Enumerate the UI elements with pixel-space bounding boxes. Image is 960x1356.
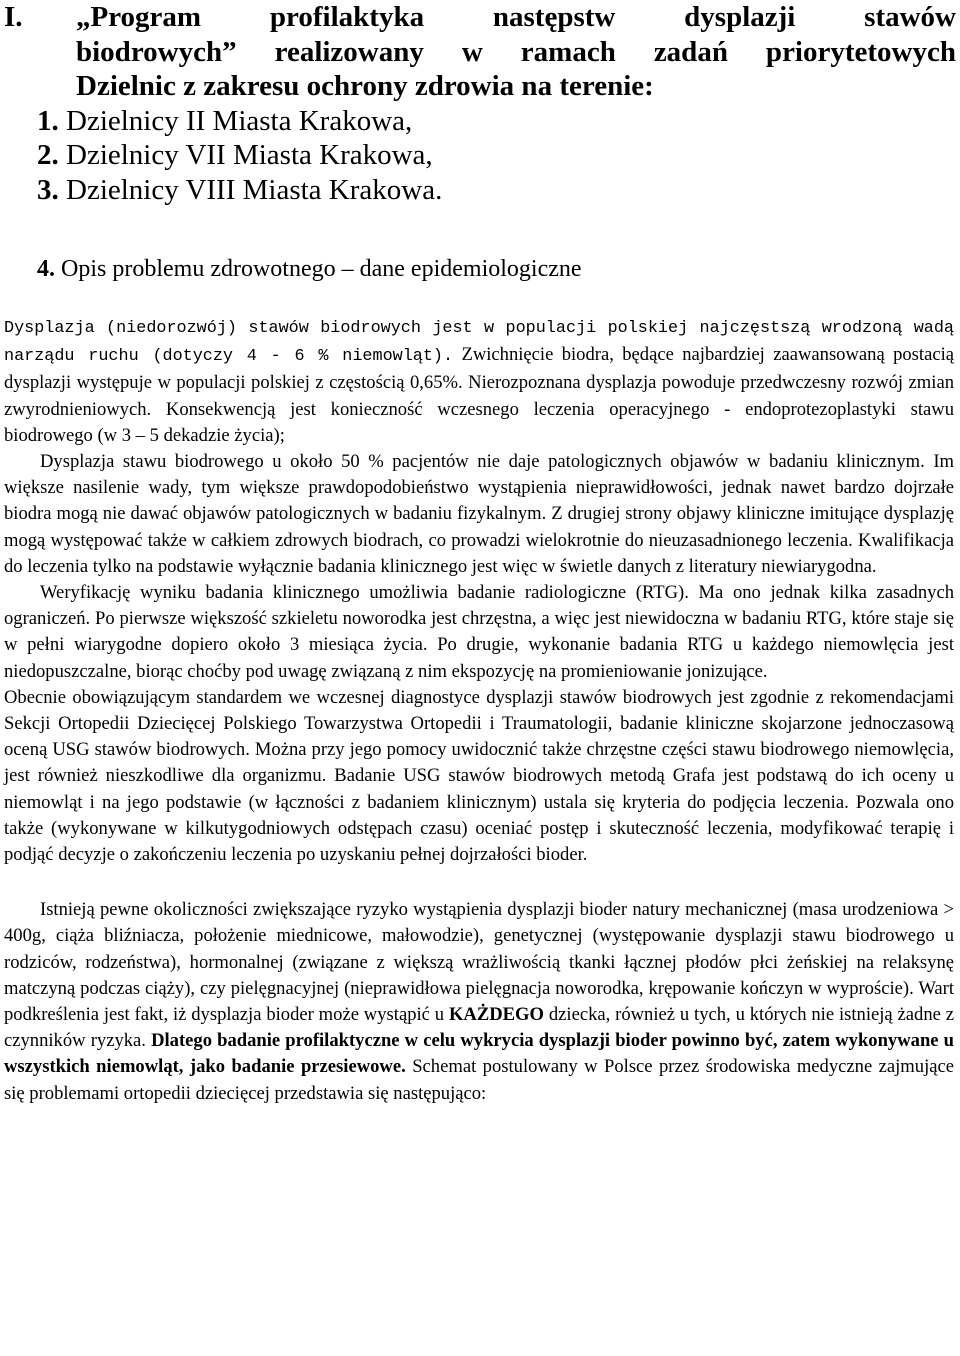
district-text: Dzielnicy VIII Miasta Krakowa. xyxy=(58,173,443,206)
paragraph-5-part-a: Istnieją pewne okoliczności zwiększające ryzyko wystąpienia dysplazji bioder natury mechanicznej (masa urodzeniowa > 400g, ciąża bliźniacza, położenie miednicowe, małowodzie), genetycznej (występowanie dysplazji stawu biodrowego u rodziców, rodzeństwa), hormonalnej (związane z większą wrażliwością tkanki łącznej płodów płci żeńskiej na relaksynę matczyną podczas ciąży), czy pielęgnacyjnej (nieprawidłowa pielęgnacja noworodka, krępowanie kończyn w wyproście). Wart podkreślenia jest fakt, iż dysplazja bioder może wystąpić u xyxy=(4,899,954,1026)
paragraph-5 xyxy=(4,897,954,1107)
district-number: 2. xyxy=(37,139,59,171)
heading-row-2 xyxy=(0,35,960,70)
title-line-2: biodrowych” realizowany w ramach zadań priorytetowych xyxy=(76,35,956,68)
emphasis-every-child: KAŻDEGO xyxy=(448,1004,544,1026)
district-number: 1. xyxy=(37,104,59,137)
district-number: 3. xyxy=(37,173,59,206)
paragraph-5-part-c: Schemat postulowany w Polsce przez środowiska medyczne zajmujące się problemami ortopedii dziecięcej przedstawia się następująco: xyxy=(4,1056,954,1104)
body-text xyxy=(4,314,954,1107)
section-title xyxy=(37,254,582,284)
heading-row-1 xyxy=(0,0,960,35)
district-text: Dzielnicy VII Miasta Krakowa, xyxy=(58,139,433,171)
heading-row-3 xyxy=(0,69,960,104)
district-text: Dzielnicy II Miasta Krakowa, xyxy=(58,104,413,137)
paragraph-3: Weryfikację wyniku badania klinicznego umożliwia badanie radiologiczne (RTG). Ma ono jednak kilka zasadnych ograniczeń. Po pierwsze większość szkieletu noworodka jest chrzęstna, a więc jest niewidoczna w badaniu RTG, które staje się w pełni wiarygodne dopiero około 3 miesiąca życia. Po drugie, wykonanie badania RTG u każdego niemowlęcia jest niedopuszczalne, biorąc choćby pod uwagę związaną z nim ekspozycję na promieniowanie jonizujące. xyxy=(4,582,954,682)
title-line-1: „Program profilaktyka następstw dysplazji stawów xyxy=(76,1,956,33)
heading-block xyxy=(0,0,960,207)
paragraph-1-rest: Zwichnięcie biodra, będące najbardziej zaawansowaną postacią dysplazji występuje w populacji polskiej z częstością 0,65%. Nierozpoznana dysplazja powoduje przedwczesny rozwój zmian zwyrodnieniowych. Konsekwencją jest konieczność wczesnego leczenia operacyjnego - endoprotezoplastyki stawu biodrowego (w 3 – 5 dekadzie życia); xyxy=(4,344,954,446)
district-item-2 xyxy=(0,138,960,173)
paragraph-5-part-b: dziecka, również u tych, u których nie istnieją żadne z czynników ryzyka. xyxy=(4,1004,954,1052)
paragraph-2: Dysplazja stawu biodrowego u około 50 % pacjentów nie daje patologicznych objawów w badaniu klinicznym. Im większe nasilenie wady, tym większe prawdopodobieństwo wystąpienia nieprawidłowości, jednak nawet bardzo dojrzałe biodra mogą nie dawać objawów patologicznych w badaniu fizykalnym. Z drugiej strony objawy kliniczne imitujące dysplazję mogą występować także w całkiem zdrowych biodrach, co prowadzi wielokrotnie do nieuzasadnionego leczenia. Kwalifikacja do leczenia tylko na podstawie wyłącznie badania klinicznego jest więc w świetle danych z literatury niewiarygodna. xyxy=(4,451,954,577)
section-number: 4. xyxy=(37,256,55,282)
emphasis-screening: Dlatego badanie profilaktyczne w celu wykrycia dysplazji bioder powinno być, zatem wykonywane u wszystkich niemowląt, jako badanie przesiewowe. xyxy=(4,1030,954,1078)
title-line-3: Dzielnic z zakresu ochrony zdrowia na terenie: xyxy=(76,70,654,102)
district-item-1 xyxy=(0,104,960,139)
section-title-text: Opis problemu zdrowotnego – dane epidemiologiczne xyxy=(55,256,582,282)
paragraph-1-intro: Dysplazja (niedorozwój) stawów biodrowych jest w populacji polskiej najczęstszą wrodzoną wadą narządu ruchu (dotyczy 4 - 6 % niemowląt). xyxy=(4,319,954,367)
paragraph-1 xyxy=(4,314,954,449)
district-item-3 xyxy=(0,173,960,208)
paragraph-spacer xyxy=(4,868,954,897)
paragraph-4: Obecnie obowiązującym standardem we wczesnej diagnostyce dysplazji stawów biodrowych jest zgodnie z rekomendacjami Sekcji Ortopedii Dziecięcej Polskiego Towarzystwa Ortopedii i Traumatologii, badanie kliniczne skojarzone jednoczasową oceną USG stawów biodrowych. Można przy jego pomocy uwidocznić także chrzęstne części stawu biodrowego niemowlęcia, jest również nieszkodliwe dla organizmu. Badanie USG stawów biodrowych metodą Grafa jest podstawą do ich oceny u niemowląt i na jego podstawie (w łączności z badaniem klinicznym) ustala się kryteria do podjęcia leczenia. Pozwala ono także (wykonywane w kilkutygodniowych odstępach czasu) oceniać postęp i skuteczność leczenia, modyfikować terapię i podjąć decyzje o zakończeniu leczenia po uzyskaniu pełnej dojrzałości bioder. xyxy=(4,686,954,866)
roman-numeral: I. xyxy=(4,1,23,33)
